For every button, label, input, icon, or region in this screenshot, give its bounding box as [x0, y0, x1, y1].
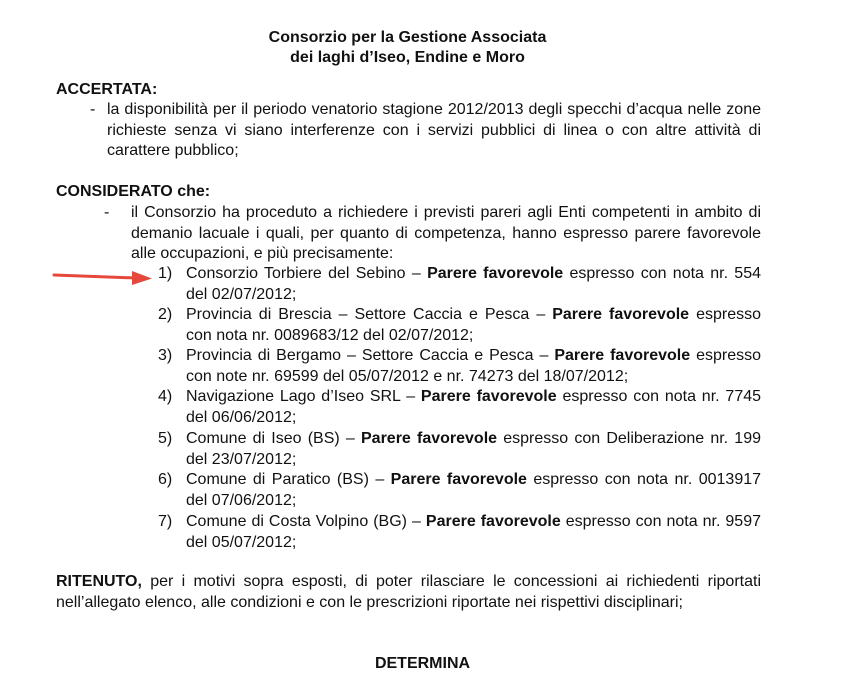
list-item-parere: Parere favorevole — [554, 347, 691, 364]
list-item — [186, 470, 761, 511]
list-item-ente: Provincia di Bergamo – Settore Caccia e Pesca – — [186, 347, 555, 364]
list-item-ente: Provincia di Brescia – Settore Caccia e Pesca – — [186, 306, 553, 323]
list-item-detail: espresso con note nr. 69599 del 05/07/2012 e nr. 74273 del 18/07/2012; — [186, 347, 762, 385]
list-item-parere: Parere favorevole — [425, 513, 561, 530]
list-item-number: 2) — [158, 306, 173, 323]
determina-heading: DETERMINA — [374, 655, 471, 672]
accertata-heading: ACCERTATA: — [56, 81, 158, 98]
ritenuto-text: per i motivi sopra esposti, di poter rilasciare le concessioni ai richiedenti riportati nell’allegato elenco, alle condizioni e con le prescrizioni riportate nei rispettivi disciplinari; — [56, 573, 761, 611]
list-item — [186, 387, 761, 428]
document-title-line1: Consorzio per la Gestione Associata — [268, 29, 547, 46]
list-item-ente: Comune di Costa Volpino (BG) – — [186, 513, 426, 530]
list-item — [186, 429, 761, 470]
list-item-parere: Parere favorevole — [420, 388, 557, 405]
list-item — [186, 346, 761, 387]
list-item-parere: Parere favorevole — [390, 471, 527, 488]
list-item — [186, 264, 761, 305]
document-title-line2: dei laghi d’Iseo, Endine e Moro — [290, 49, 525, 66]
accertata-bullet: - — [90, 101, 96, 118]
list-item-parere: Parere favorevole — [361, 430, 498, 447]
list-item-detail: espresso con nota nr. 0089683/12 del 02/07/2012; — [186, 306, 761, 344]
list-item-number: 5) — [158, 430, 173, 447]
list-item-ente: Comune di Paratico (BS) – — [186, 471, 391, 488]
arrow-right-icon — [52, 266, 156, 286]
list-item-detail: espresso con nota nr. 554 del 02/07/2012; — [186, 265, 762, 303]
list-item-ente: Consorzio Torbiere del Sebino – — [186, 265, 428, 282]
list-item-number: 1) — [158, 265, 173, 282]
list-item — [186, 512, 761, 553]
accertata-text: la disponibilità per il periodo venatorio stagione 2012/2013 degli specchi d’acqua nelle zone richieste senza vi siano interferenze con i servizi pubblici di linea o con altre attività di carattere pubblico; — [107, 101, 761, 159]
list-item-ente: Navigazione Lago d’Iseo SRL – — [186, 388, 421, 405]
considerato-bullet: - — [104, 204, 110, 221]
list-item — [186, 305, 761, 346]
list-item-parere: Parere favorevole — [427, 265, 564, 282]
list-item-detail: espresso con Deliberazione nr. 199 del 23/07/2012; — [186, 430, 762, 468]
list-item-detail: espresso con nota nr. 0013917 del 07/06/2012; — [186, 471, 762, 509]
list-item-ente: Comune di Iseo (BS) – — [186, 430, 361, 447]
list-item-detail: espresso con nota nr. 7745 del 06/06/2012; — [186, 388, 762, 426]
list-item-parere: Parere favorevole — [552, 306, 690, 323]
considerato-text: il Consorzio ha proceduto a richiedere i previsti pareri agli Enti competenti in ambito di demanio lacuale i quali, per quanto di competenza, hanno espresso parere favorevole alle occupazioni, e più precisamente: — [131, 204, 761, 262]
considerato-heading: CONSIDERATO che: — [56, 183, 211, 200]
list-item-number: 4) — [158, 388, 173, 405]
ritenuto-paragraph — [56, 571, 761, 613]
ritenuto-heading: RITENUTO, — [56, 573, 142, 590]
list-item-detail: espresso con nota nr. 9597 del 05/07/2012; — [186, 513, 761, 551]
list-item-number: 7) — [158, 513, 173, 530]
list-item-number: 6) — [158, 471, 173, 488]
list-item-number: 3) — [158, 347, 173, 364]
